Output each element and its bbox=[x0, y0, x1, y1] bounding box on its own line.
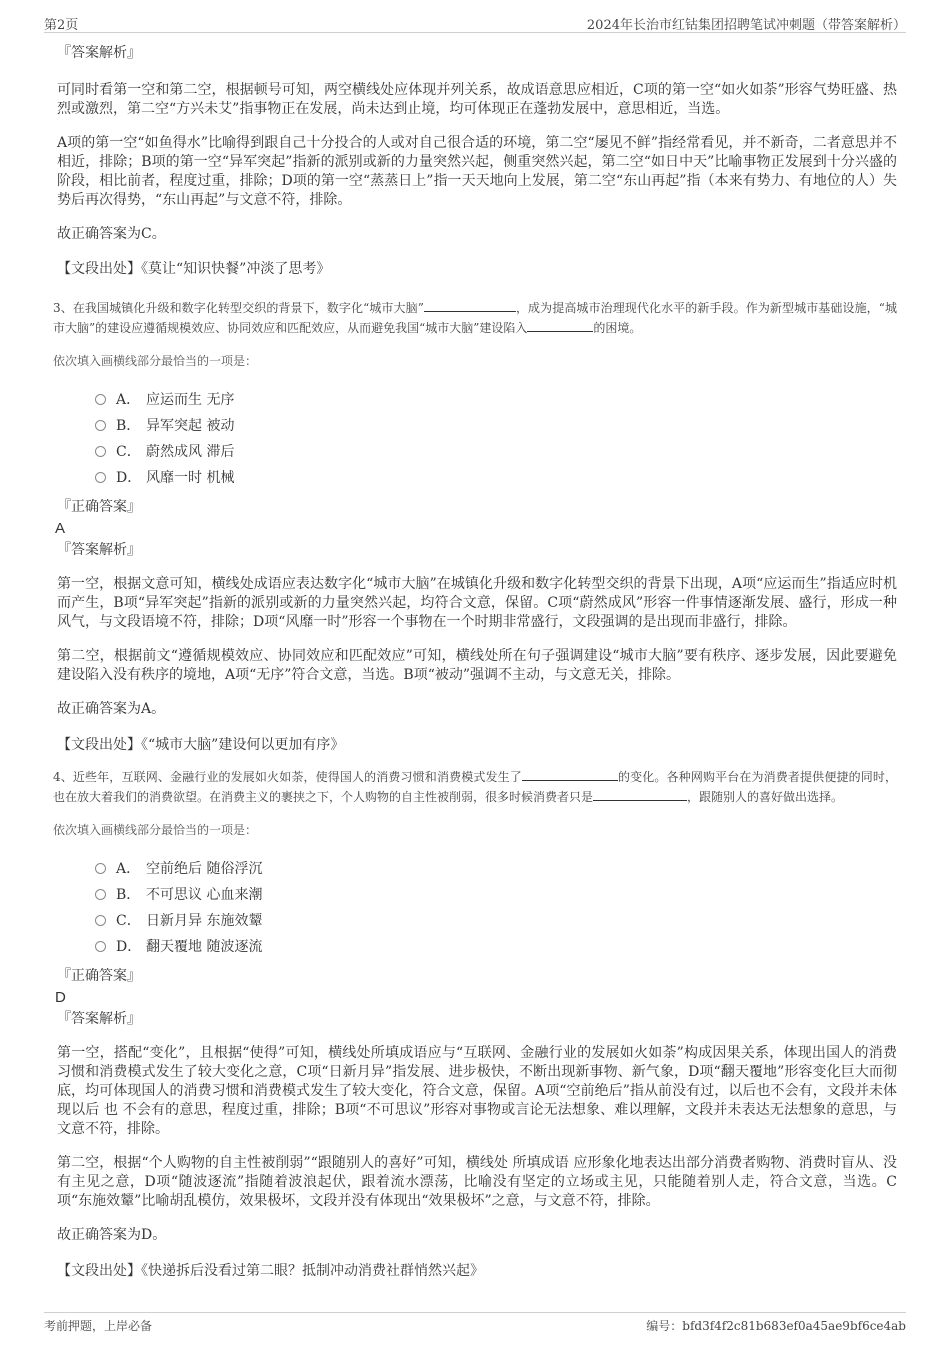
question-stem: 3、在我国城镇化升级和数字化转型交织的背景下，数字化“城市大脑” ，成为提高城市治理现代化水平的新手段。作为新型城市基础设施，“城市大脑”的建设应遵循规模效应、协同效应和匹配效应，从而避免我国“城市大脑”建设陷入 的困境。 bbox=[53, 301, 897, 335]
analysis-paragraph: 可同时看第一空和第二空，根据顿号可知，两空横线处应体现并列关系，故成语意思应相近，C项的第一空“如火如荼”形容气势旺盛、热烈或激烈，第二空“方兴未艾”指事物正在发展，尚未达到止境，均可体现正在蓬勃发展中，意思相近，当选。 bbox=[57, 82, 897, 117]
question-prompt: 依次填入画横线部分最恰当的一项是： bbox=[53, 354, 258, 368]
analysis-label: 『答案解析』 bbox=[57, 1011, 141, 1027]
page-header bbox=[44, 12, 906, 33]
analysis-paragraph: 第一空，根据文意可知，横线处成语应表达数字化“城市大脑”在城镇化升级和数字化转型交织的背景下出现，A项“应运而生”指适应时机而产生，B项“异军突起”指新的派别或新的力量突然兴起，均符合文意，保留。C项“蔚然成风”形容一件事情逐渐发展、盛行，形成一种风气，与文段语境不符，排除；D项“风靡一时”形容一个事物在一个时期非常盛行，文段强调的是出现而非盛行，排除。 bbox=[57, 576, 897, 630]
correct-answer-label: 『正确答案』 bbox=[57, 499, 141, 515]
analysis-label: 『答案解析』 bbox=[57, 542, 141, 558]
radio-icon[interactable] bbox=[95, 472, 106, 483]
correct-answer: A bbox=[55, 520, 66, 537]
option-a[interactable]: A． 应运而生 无序 bbox=[95, 387, 897, 413]
correct-answer-label: 『正确答案』 bbox=[57, 968, 141, 984]
fill-blank bbox=[527, 319, 593, 332]
source-citation: 【文段出处】《“城市大脑”建设何以更加有序》 bbox=[57, 737, 345, 753]
analysis-label: 『答案解析』 bbox=[57, 45, 141, 61]
option-list bbox=[95, 856, 897, 960]
source-citation: 【文段出处】《莫让“知识快餐”冲淡了思考》 bbox=[57, 261, 331, 277]
option-d[interactable]: D． 风靡一时 机械 bbox=[95, 465, 897, 491]
answer-conclusion: 故正确答案为C。 bbox=[57, 226, 166, 242]
option-b[interactable]: B． 不可思议 心血来潮 bbox=[95, 882, 897, 908]
fill-blank bbox=[522, 768, 618, 781]
question-stem: 4、近些年，互联网、金融行业的发展如火如荼，使得国人的消费习惯和消费模式发生了 的变化。各种网购平台在为消费者提供便捷的同时，也在放大着我们的消费欲望。在消费主义的裹挟之下，个人购物的自主性被削弱，很多时候消费者只是 ，跟随别人的喜好做出选择。 bbox=[53, 770, 897, 804]
analysis-paragraph: 第一空，搭配“变化”，且根据“使得”可知，横线处所填成语应与“互联网、金融行业的发展如火如荼”构成因果关系，体现出国人的消费习惯和消费模式发生了较大变化之意，C项“日新月异”指发展、进步极快，不断出现新事物、新气象，D项“翻天覆地”形容变化巨大而彻底，均可体现国人的消费习惯和消费模式发生了较大变化，符合文意，保留。A项“空前绝后”指从前没有过，以后也不会有，文段并未体现以后 也 不会有的意思，程度过重，排除；B项“不可思议”形容对事物或言论无法想象、难以理解，文段并未表达无法想象的意思，与文意不符，排除。 bbox=[57, 1045, 897, 1137]
analysis-paragraph: 第二空，根据“个人购物的自主性被削弱”“跟随别人的喜好”可知，横线处 所填成语 应形象化地表达出部分消费者购物、消费时盲从、没有主见之意，D项“随波逐流”指随着波浪起伏，跟着流水漂荡，比喻没有坚定的立场或主见，只能随着别人走，符合文意，当选。C项“东施效颦”比喻胡乱模仿，效果极坏，文段并没有体现出“效果极坏”之意，与文意不符，排除。 bbox=[57, 1155, 897, 1209]
document-title: 2024年长治市红钴集团招聘笔试冲刺题（带答案解析） bbox=[586, 18, 906, 33]
option-c[interactable]: C． 日新月异 东施效颦 bbox=[95, 908, 897, 934]
document-body bbox=[53, 44, 897, 1299]
analysis-paragraph: 第二空，根据前文“遵循规模效应、协同效应和匹配效应”可知，横线处所在句子强调建设“城市大脑”要有秩序、逐步发展，因此要避免建设陷入没有秩序的境地，A项“无序”符合文意，当选。B项“被动”强调不主动，与文意无关，排除。 bbox=[57, 648, 897, 683]
analysis-paragraph: A项的第一空“如鱼得水”比喻得到跟自己十分投合的人或对自己很合适的环境，第二空“屡见不鲜”指经常看见，并不新奇，二者意思并不相近，排除；B项的第一空“异军突起”指新的派别或新的力量突然兴起，侧重突然兴起，第二空“如日中天”比喻事物正发展到十分兴盛的阶段，相比前者，程度过重，排除；D项的第一空“蒸蒸日上”指一天天地向上发展，第二空“东山再起”指（本来有势力、有地位的人）失势后再次得势，“东山再起”与文意不符，排除。 bbox=[57, 135, 897, 208]
fill-blank bbox=[593, 788, 687, 801]
document-id: 编号：bfd3f4f2c81b683ef0a45ae9bf6ce4ab bbox=[646, 1319, 906, 1333]
option-c[interactable]: C． 蔚然成风 滞后 bbox=[95, 439, 897, 465]
option-list bbox=[95, 387, 897, 491]
option-a[interactable]: A． 空前绝后 随俗浮沉 bbox=[95, 856, 897, 882]
answer-conclusion: 故正确答案为D。 bbox=[57, 1227, 167, 1243]
footer-slogan: 考前押题，上岸必备 bbox=[44, 1319, 153, 1333]
page-number: 第2页 bbox=[44, 18, 79, 33]
option-b[interactable]: B． 异军突起 被动 bbox=[95, 413, 897, 439]
radio-icon[interactable] bbox=[95, 420, 106, 431]
fill-blank bbox=[424, 299, 516, 312]
radio-icon[interactable] bbox=[95, 915, 106, 926]
radio-icon[interactable] bbox=[95, 941, 106, 952]
radio-icon[interactable] bbox=[95, 446, 106, 457]
answer-conclusion: 故正确答案为A。 bbox=[57, 701, 166, 717]
correct-answer: D bbox=[55, 989, 66, 1006]
radio-icon[interactable] bbox=[95, 889, 106, 900]
question-prompt: 依次填入画横线部分最恰当的一项是： bbox=[53, 823, 258, 837]
page-footer bbox=[44, 1312, 906, 1335]
option-d[interactable]: D． 翻天覆地 随波逐流 bbox=[95, 934, 897, 960]
radio-icon[interactable] bbox=[95, 394, 106, 405]
source-citation: 【文段出处】《快递拆后没看过第二眼？抵制冲动消费社群悄然兴起》 bbox=[57, 1263, 484, 1279]
radio-icon[interactable] bbox=[95, 863, 106, 874]
